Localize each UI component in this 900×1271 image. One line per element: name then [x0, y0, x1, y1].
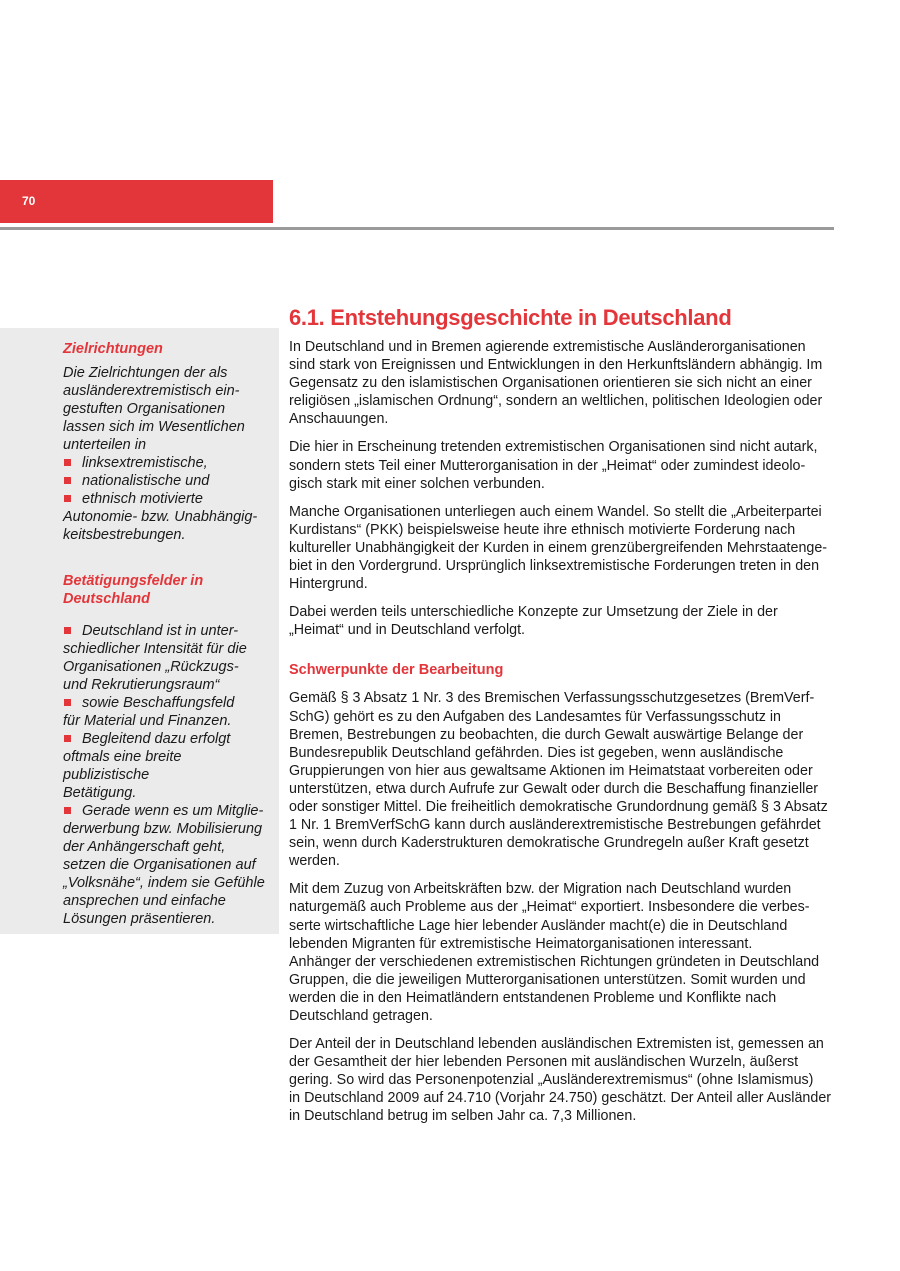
sidebar-intro-line: lassen sich im Wesentlichen — [63, 419, 245, 435]
sidebar-intro — [63, 364, 271, 454]
paragraph-line: Gegensatz zu den islamistischen Organisationen orientieren sie sich nicht an einer — [289, 375, 812, 392]
paragraph-line: lebenden Migranten für extremistische Heimatorganisationen interessant. — [289, 935, 753, 952]
paragraph-line: serte wirtschaftliche Lage hier lebender Ausländer macht(e) die in Deutschland — [289, 917, 788, 934]
sidebar-intro-line: ausländerextremistisch ein- — [63, 383, 240, 399]
paragraph-line: sind stark von Ereignissen und Entwicklungen in den Herkunftsländern abhängig. Im — [289, 357, 823, 374]
sidebar-tail-line: Autonomie- bzw. Unabhängig- — [63, 509, 258, 525]
bullet-square-icon — [64, 627, 71, 634]
paragraph-line: biet in den Vordergrund. Ursprünglich linksextremistische Forderungen treten in den — [289, 558, 820, 575]
paragraph-line: religiösen „islamischen Ordnung“, sondern an weltlichen, politischen Ideologien oder — [289, 393, 823, 410]
paragraph-line: Gemäß § 3 Absatz 1 Nr. 3 des Bremischen Verfassungsschutzgesetzes (BremVerf- — [289, 690, 815, 707]
paragraph-line: Deutschland getragen. — [289, 1008, 433, 1024]
paragraph-line: gisch stark mit einer solchen verbunden. — [289, 475, 545, 492]
header-rule — [0, 227, 834, 230]
paragraph-line: Manche Organisationen unterliegen auch einem Wandel. So stellt die „Arbeiterpartei — [289, 503, 822, 520]
sidebar-bullet-list-2 — [63, 622, 271, 928]
sidebar-intro-line: Die Zielrichtungen der als — [63, 365, 228, 381]
page-number: 70 — [22, 194, 36, 208]
sidebar-heading-betaetigungsfelder: Betätigungsfelder in — [63, 573, 204, 589]
sidebar-bullet-list-1 — [63, 454, 271, 508]
paragraph-line: Gruppen, die die jeweiligen Mutterorganisationen unterstützen. Somit wurden und — [289, 971, 806, 988]
paragraph-line: „Heimat“ und in Deutschland verfolgt. — [289, 622, 526, 639]
paragraph-line: unterstützen, etwa durch Aufrufe zur Gewalt oder durch die Beschaffung finanzieller — [289, 780, 819, 797]
paragraph-line: Der Anteil der in Deutschland lebenden ausländischen Extremisten ist, gemessen an — [289, 1036, 824, 1053]
list-item: sowie Beschaffungsfeld für Material und Finanzen. — [63, 695, 235, 729]
paragraph-group-2 — [289, 689, 837, 1125]
paragraph-line: in Deutschland betrug im selben Jahr ca. 7,3 Millionen. — [289, 1108, 637, 1125]
paragraph-line: sein, wenn durch Kaderstrukturen demokratische Grundregeln außer Kraft gesetzt — [289, 835, 809, 852]
paragraph-line: SchG) gehört es zu den Aufgaben des Landesamtes für Verfassungsschutz in — [289, 708, 781, 725]
paragraph-line: Dabei werden teils unterschiedliche Konzepte zur Umsetzung der Ziele in der — [289, 604, 778, 621]
paragraph-line: Mit dem Zuzug von Arbeitskräften bzw. der Migration nach Deutschland wurden — [289, 881, 792, 898]
bullet-square-icon — [64, 807, 71, 814]
body-paragraph — [289, 503, 837, 593]
main-column — [289, 304, 837, 1136]
body-paragraph — [289, 438, 837, 492]
list-item: linksextremistische, — [63, 454, 271, 472]
list-item: Gerade wenn es um Mitglie- derwerbung bzw. Mobilisierung der Anhängerschaft geht, setzen die Organisationen auf „Volksnähe“, indem sie Gefühle ansprechen und einfache Lösungen präsentieren. — [63, 803, 265, 927]
paragraph-line: 1 Nr. 1 BremVerfSchG kann durch ausländerextremistische Bestrebungen gefährdet — [289, 817, 821, 834]
paragraph-line: werden. — [289, 853, 340, 870]
paragraph-group-1 — [289, 338, 837, 639]
sidebar-intro-line: gestuften Organisationen — [63, 401, 226, 417]
paragraph-line: in Deutschland 2009 auf 24.710 (Vorjahr 24.750) geschätzt. Der Anteil aller Ausländer — [289, 1090, 832, 1107]
paragraph-line: Die hier in Erscheinung tretenden extremistischen Organisationen sind nicht autark, — [289, 439, 818, 456]
page-number-tab — [0, 180, 273, 223]
paragraph-line: sondern stets Teil einer Mutterorganisation in der „Heimat“ oder zumindest ideolo- — [289, 457, 806, 474]
body-paragraph — [289, 338, 837, 428]
list-item: Begleitend dazu erfolgt oftmals eine breite publizistische Betätigung. — [63, 731, 231, 801]
paragraph-line: naturgemäß auch Probleme aus der „Heimat“ exportiert. Insbesondere die verbes- — [289, 899, 810, 916]
body-paragraph — [289, 1035, 837, 1125]
bullet-square-icon — [64, 699, 71, 706]
paragraph-line: Anschauungen. — [289, 411, 389, 428]
sidebar-tail-line: keitsbestrebungen. — [63, 527, 186, 543]
paragraph-line: kultureller Unabhängigkeit der Kurden in einem grenzübergreifenden Mehrstaatenge- — [289, 539, 828, 556]
paragraph-line: der Gesamtheit der hier lebenden Personen mit ausländischen Wurzeln, äußerst — [289, 1054, 799, 1071]
paragraph-line: werden die in den Heimatländern entstandenen Probleme und Konflikte nach — [289, 989, 777, 1006]
sidebar-heading-zielrichtungen: Zielrichtungen — [63, 341, 163, 357]
paragraph-line: Bundesrepublik Deutschland gefährden. Dies ist gegeben, wenn ausländische — [289, 744, 784, 761]
list-item: ethnisch motivierte — [63, 490, 271, 508]
sidebar-intro-line: unterteilen in — [63, 437, 147, 453]
list-item: Deutschland ist in unter- schiedlicher Intensität für die Organisationen „Rückzugs- und Rekrutierungsraum“ — [63, 623, 247, 693]
section-title: 6.1. Entstehungsgeschichte in Deutschland — [289, 305, 732, 330]
paragraph-line: Hintergrund. — [289, 576, 368, 593]
bullet-square-icon — [64, 477, 71, 484]
bullet-square-icon — [64, 459, 71, 466]
paragraph-line: oder sonstiger Mittel. Die freiheitlich demokratische Grundordnung gemäß § 3 Absatz — [289, 798, 828, 815]
paragraph-line: Gruppierungen von hier aus gewaltsame Aktionen im Heimatstaat vorbereiten oder — [289, 762, 813, 779]
sidebar-heading-betaetigungsfelder-2: Deutschland — [63, 591, 151, 607]
body-paragraph — [289, 689, 837, 870]
sidebar-box — [0, 328, 279, 934]
bullet-square-icon — [64, 735, 71, 742]
list-item: nationalistische und — [63, 472, 271, 490]
paragraph-line: Kurdistans“ (PKK) beispielsweise heute ihre ethnisch motivierte Forderung nach — [289, 521, 796, 538]
bullet-square-icon — [64, 495, 71, 502]
paragraph-line: In Deutschland und in Bremen agierende extremistische Ausländerorganisationen — [289, 339, 806, 355]
subheading-schwerpunkte: Schwerpunkte der Bearbeitung — [289, 662, 504, 679]
body-paragraph — [289, 880, 837, 1025]
paragraph-line: Anhänger der verschiedenen extremistischen Richtungen gründeten in Deutschland — [289, 953, 820, 970]
paragraph-line: gering. So wird das Personenpotenzial „Ausländerextremismus“ (ohne Islamismus) — [289, 1072, 814, 1089]
paragraph-line: Bremen, Bestrebungen zu beobachten, die durch Gewalt auswärtige Belange der — [289, 726, 804, 743]
body-paragraph — [289, 603, 837, 639]
